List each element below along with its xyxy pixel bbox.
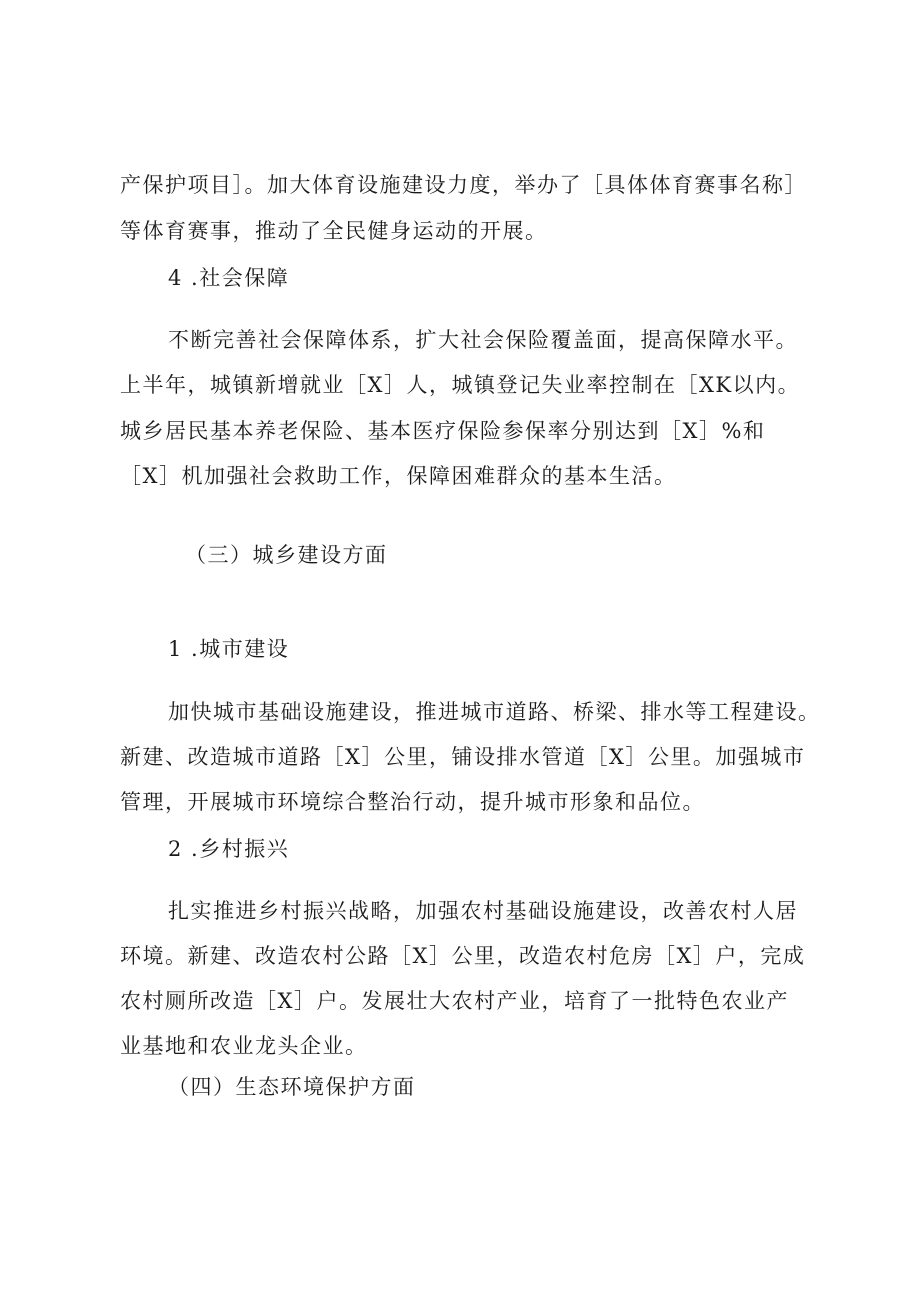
section-heading: 4 .社会保障 [168, 266, 290, 290]
body-text-line: 产保护项目］。加大体育设施建设力度，举办了［具体体育赛事名称］ [120, 173, 807, 197]
body-text-line: 城乡居民基本养老保险、基本医疗保险参保率分别达到［X］%和 [120, 419, 766, 443]
section-heading: 1 .城市建设 [168, 637, 290, 661]
body-text-line: 扎实推进乡村振兴战略，加强农村基础设施建设，改善农村人居 [168, 899, 798, 923]
body-text-line: 业基地和农业龙头企业。 [120, 1034, 368, 1058]
chapter-heading: （三）城乡建设方面 [185, 543, 388, 567]
body-text-line: ［X］机加强社会救助工作，保障困难群众的基本生活。 [120, 464, 677, 488]
body-text-line: 等体育赛事，推动了全民健身运动的开展。 [120, 219, 548, 243]
chapter-heading: （四）生态环境保护方面 [168, 1075, 416, 1099]
body-text-line: 加快城市基础设施建设，推进城市道路、桥梁、排水等工程建设。 [168, 700, 821, 724]
body-text-line: 新建、改造城市道路［X］公里，铺设排水管道［X］公里。加强城市 [120, 745, 806, 769]
body-text-line: 上半年，城镇新增就业［X］人，城镇登记失业率控制在［XK以内。 [120, 373, 801, 397]
section-heading: 2 .乡村振兴 [168, 837, 290, 861]
body-text-line: 农村厕所改造［X］户。发展壮大农村产业，培育了一批特色农业产 [120, 989, 789, 1013]
body-text-line: 环境。新建、改造农村公路［X］公里，改造农村危房［X］户，完成 [120, 944, 806, 968]
body-text-line: 不断完善社会保障体系，扩大社会保险覆盖面，提高保障水平。 [168, 328, 798, 352]
body-text-line: 管理，开展城市环境综合整治行动，提升城市形象和品位。 [120, 790, 705, 814]
